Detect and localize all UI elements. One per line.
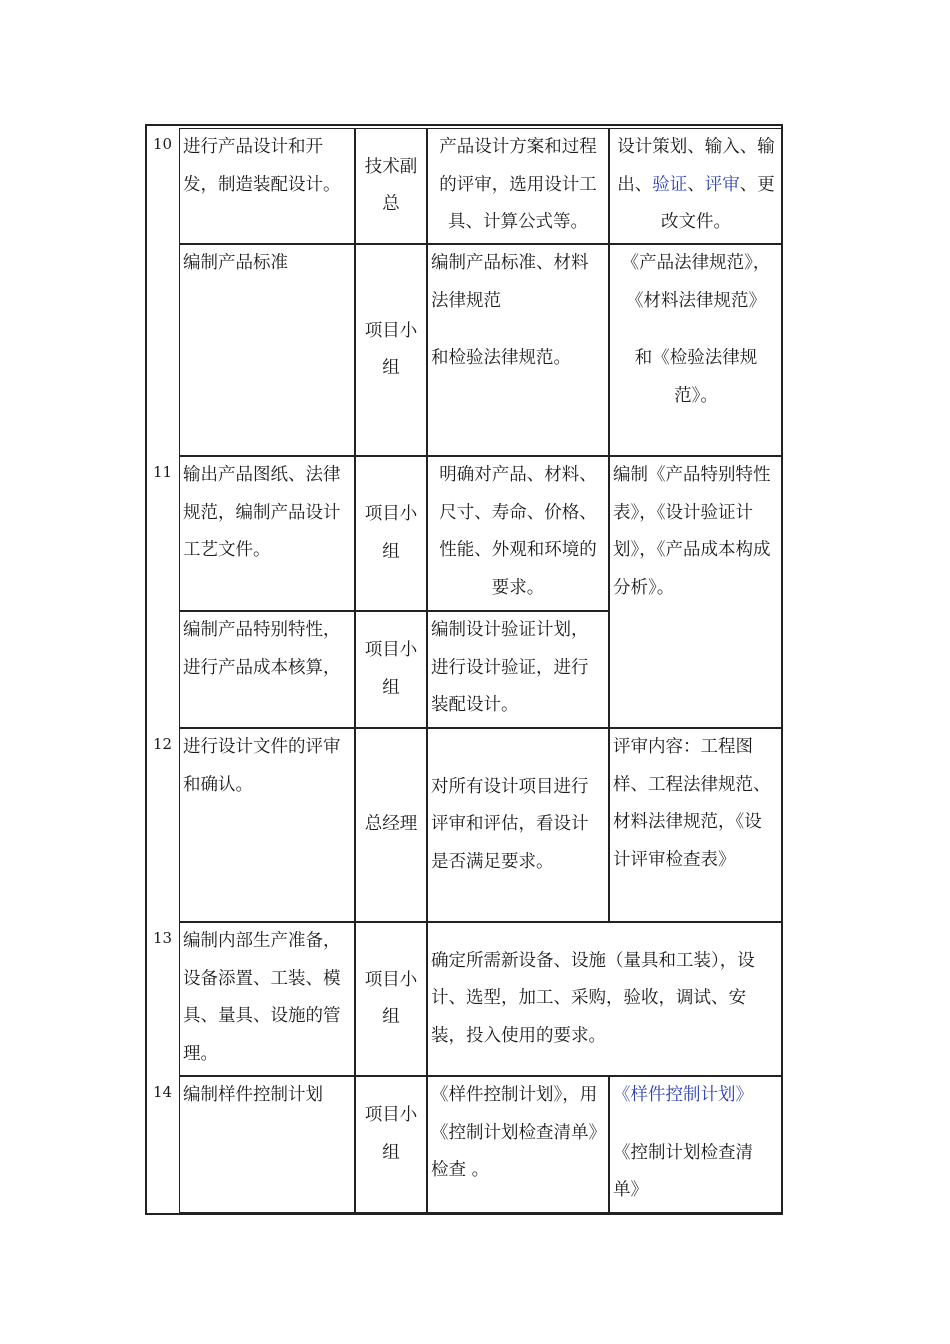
output-text: 和《检验法律规范》。 (634, 348, 758, 406)
row-number: 14 (153, 1083, 173, 1101)
task-cell: 输出产品图纸、法律规范，编制产品设计工艺文件。 (179, 456, 355, 611)
owner-text: 项目小组 (364, 969, 418, 1027)
output-text: 设计策划、输入、输出、 (617, 137, 775, 195)
row-number: 10 (153, 135, 173, 153)
prototype-control-plan-link[interactable]: 《样件控制计划》 (613, 1085, 753, 1105)
owner-cell (355, 611, 427, 728)
verification-link[interactable]: 验证 (652, 174, 688, 195)
content-cell: 产品设计方案和过程的评审，选用设计工具、计算公式等。 (427, 128, 609, 244)
owner-text: 总经理 (364, 814, 418, 835)
row-number: 13 (153, 929, 173, 947)
separator-text: 、 (687, 174, 705, 195)
output-cell (609, 244, 783, 456)
content-text: 和检验法律规范。 (431, 348, 571, 368)
task-cell: 进行产品设计和开发，制造装配设计。 (179, 128, 355, 244)
process-table (145, 124, 783, 1215)
content-text: 对所有设计项目进行评审和评估，看设计是否满足要求。 (431, 776, 589, 872)
content-cell (427, 728, 609, 922)
content-cell: 《样件控制计划》，用《控制计划检查清单》检查 。 (427, 1076, 609, 1213)
owner-cell (355, 244, 427, 456)
owner-text: 项目小组 (364, 504, 418, 562)
output-cell (609, 128, 783, 244)
content-text: 确定所需新设备、设施（量具和工装），设计、选型，加工、采购，验收，调试、安装，投入使用的要求。 (431, 950, 755, 1046)
task-cell: 编制样件控制计划 (179, 1076, 355, 1213)
task-cell: 进行设计文件的评审和确认。 (179, 728, 355, 922)
owner-text: 项目小组 (364, 1105, 418, 1163)
task-cell: 编制内部生产准备，设备添置、工装、模具、量具、设施的管理。 (179, 922, 355, 1076)
output-text: 《控制计划检查清单》 (613, 1142, 753, 1200)
owner-cell (355, 128, 427, 244)
content-text: 编制产品标准、材料法律规范 (431, 253, 589, 311)
output-text: 、更改文件。 (661, 174, 775, 232)
output-cell (609, 1076, 783, 1213)
owner-cell (355, 922, 427, 1076)
owner-text: 项目小组 (364, 320, 418, 378)
task-cell: 编制产品特别特性，进行产品成本核算， (179, 611, 355, 728)
owner-text: 技术副总 (364, 156, 418, 214)
row-number: 12 (153, 735, 173, 753)
owner-cell (355, 456, 427, 611)
owner-cell (355, 728, 427, 922)
content-cell: 编制设计验证计划，进行设计验证，进行装配设计。 (427, 611, 609, 728)
content-cell: 明确对产品、材料、尺寸、寿命、价格、性能、外观和环境的要求。 (427, 456, 609, 611)
row-number: 11 (153, 463, 173, 481)
output-cell: 评审内容：工程图样、工程法律规范、材料法律规范，《设计评审检查表》 (609, 728, 783, 922)
owner-text: 项目小组 (364, 640, 418, 698)
owner-cell (355, 1076, 427, 1213)
content-cell (427, 922, 783, 1076)
output-text: 《产品法律规范》，《材料法律规范》 (621, 253, 771, 311)
task-cell: 编制产品标准 (179, 244, 355, 456)
content-cell (427, 244, 609, 456)
output-cell: 编制《产品特别特性表》，《设计验证计划》，《产品成本构成分析》。 (609, 456, 783, 728)
review-link[interactable]: 评审 (704, 174, 740, 195)
